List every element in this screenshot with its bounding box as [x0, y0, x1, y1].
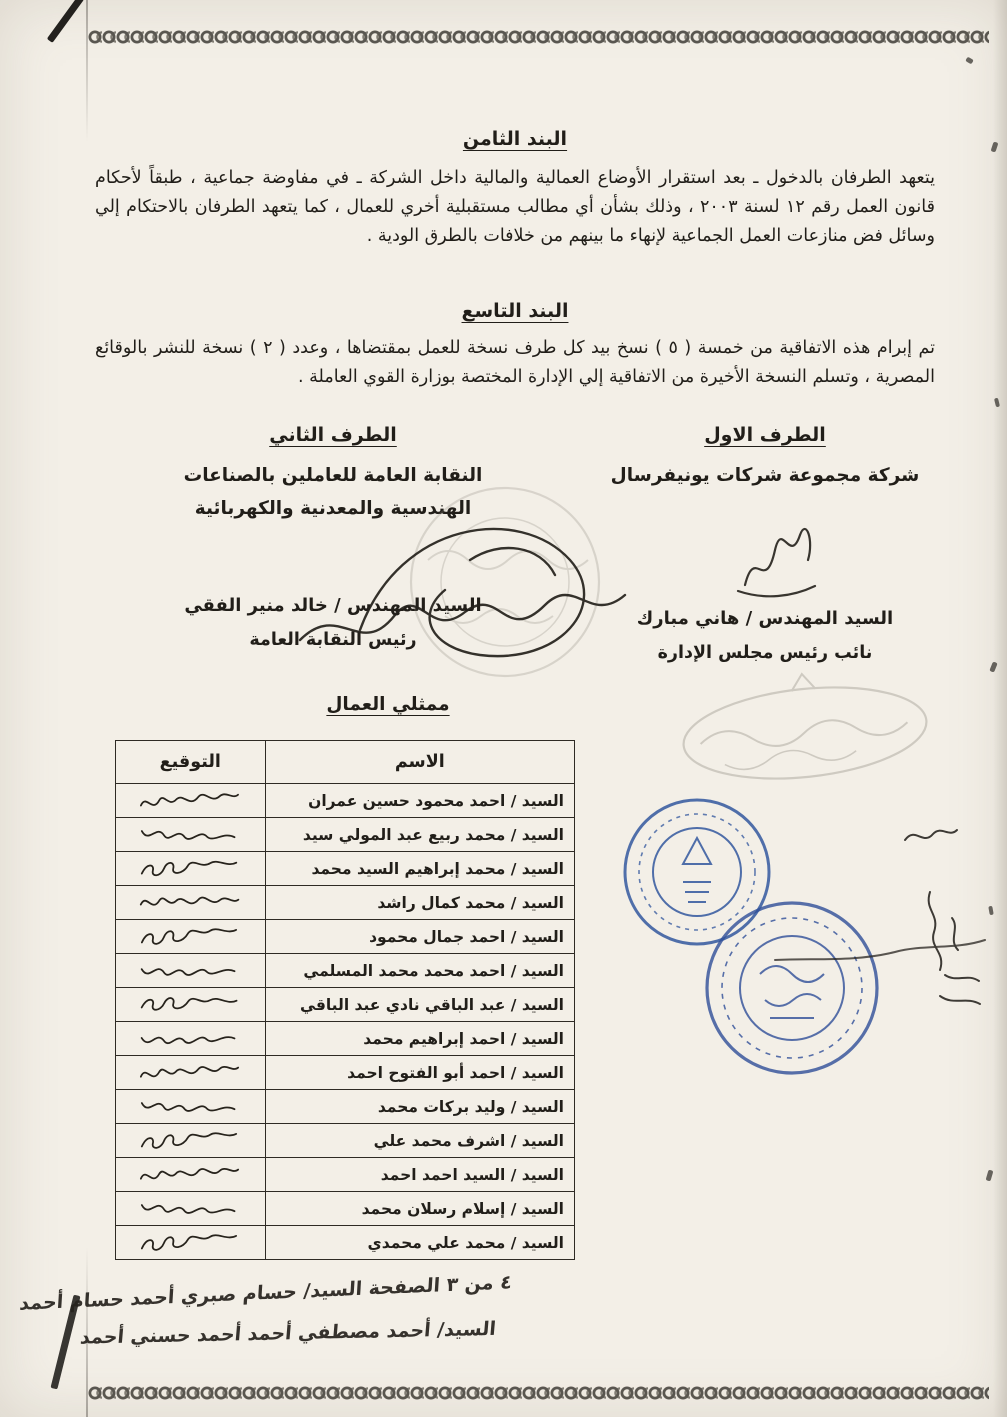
- table-row: [116, 818, 575, 852]
- signature-scribble: [130, 1093, 251, 1122]
- table-row: [116, 954, 575, 988]
- scan-speck: [965, 57, 974, 65]
- rep-name: السيد / محمد كمال راشد: [265, 886, 574, 920]
- ornament-border-top: [88, 26, 989, 48]
- rep-name: السيد / محمد ربيع عبد المولي سيد: [265, 818, 574, 852]
- rep-name: السيد / احمد محمود حسين عمران: [265, 784, 574, 818]
- rep-name: السيد / احمد أبو الفتوح احمد: [265, 1056, 574, 1090]
- clause-eight-body: يتعهد الطرفان بالدخول ـ بعد استقرار الأوضاع العمالية والمالية داخل الشركة ـ في مفاوضة جماعية ، طبقاً لأحكام قانون العمل رقم ١٢ لسنة ٢٠٠٣ ، وذلك بشأن أي مطالب مستقبلية أخري للعمال ، كما يتعهد الطرفان بالاحتكام إلي وسائل فض منازعات العمل الجماعية لإنهاء ما بينهم من خلافات بالطرق الودية .: [95, 168, 935, 247]
- signature-scribble: [130, 957, 250, 985]
- rep-signature-cell: [116, 954, 266, 988]
- table-header-name: الاسم: [265, 741, 574, 784]
- first-party-title: الطرف الاول: [704, 424, 826, 446]
- table-row: [116, 1158, 575, 1192]
- representatives-table: [115, 740, 575, 1260]
- signature-scribble: [130, 1161, 250, 1189]
- second-party-organization-line1: النقابة العامة للعاملين بالصناعات: [183, 465, 483, 486]
- rep-name: السيد / السيد احمد احمد: [265, 1158, 574, 1192]
- table-row: [116, 920, 575, 954]
- rep-signature-cell: [116, 852, 266, 886]
- ornament-border-bottom: [88, 1382, 989, 1404]
- signature-scribble: [130, 1126, 251, 1156]
- rep-name: السيد / احمد محمد محمد المسلمي: [265, 954, 574, 988]
- table-row: [116, 1226, 575, 1260]
- table-row: [116, 1056, 575, 1090]
- table-row: [116, 1090, 575, 1124]
- signature-scribble: [130, 1024, 251, 1054]
- handwritten-footnote-line2: السيد/ أحمد مصطفي أحمد أحمد حسني أحمد: [79, 1317, 497, 1349]
- rep-name: السيد / إسلام رسلان محمد: [265, 1192, 574, 1226]
- rep-signature-cell: [116, 1158, 266, 1192]
- signature-scribble: [130, 821, 251, 850]
- rep-name: السيد / احمد إبراهيم محمد: [265, 1022, 574, 1056]
- signature-scribble: [130, 1228, 251, 1258]
- rep-name: السيد / وليد بركات محمد: [265, 1090, 574, 1124]
- second-party-role: رئيس النقابة العامة: [249, 629, 417, 650]
- faint-oval-stamp: [678, 662, 931, 790]
- rep-name: السيد / محمد علي محمدي: [265, 1226, 574, 1260]
- scan-crease-left: [86, 0, 88, 1417]
- rep-signature-cell: [116, 1192, 266, 1226]
- rep-name: السيد / اشرف محمد علي: [265, 1124, 574, 1158]
- rep-signature-cell: [116, 988, 266, 1022]
- clause-nine-title: البند التاسع: [461, 300, 569, 322]
- table-row: [116, 1192, 575, 1226]
- stamp-blue-lower: [707, 903, 877, 1073]
- margin-handwriting: [775, 830, 985, 1004]
- scan-edge-shadow-right: [993, 0, 1007, 1417]
- signature-scribble: [130, 991, 251, 1020]
- rep-name: السيد / احمد جمال محمود: [265, 920, 574, 954]
- second-party-signatory: السيد المهندس / خالد منير الفقي: [184, 594, 482, 616]
- rep-name: السيد / عبد الباقي نادي عبد الباقي: [265, 988, 574, 1022]
- table-row: [116, 1124, 575, 1158]
- rep-signature-cell: [116, 1022, 266, 1056]
- signature-scribble: [130, 922, 251, 952]
- table-row: [116, 852, 575, 886]
- table-row: [116, 886, 575, 920]
- rep-signature-cell: [116, 784, 266, 818]
- signature-scribble: [130, 1059, 250, 1087]
- first-party-organization: شركة مجموعة شركات يونيفرسال: [610, 465, 920, 486]
- second-party-block: [118, 424, 548, 650]
- second-party-title: الطرف الثاني: [269, 424, 397, 446]
- first-party-signatory: السيد المهندس / هاني مبارك: [636, 607, 894, 629]
- rep-name: السيد / محمد إبراهيم السيد محمد: [265, 852, 574, 886]
- handwritten-footnote-line1: ٤ من ٣ الصفحة السيد/ حسام صبري أحمد حسام أحمد: [18, 1271, 513, 1315]
- signature-scribble: [130, 889, 251, 918]
- rep-signature-cell: [116, 818, 266, 852]
- rep-signature-cell: [116, 1090, 266, 1124]
- signature-scribble: [130, 1195, 251, 1224]
- table-header-row: [116, 741, 575, 784]
- rep-signature-cell: [116, 920, 266, 954]
- table-header-signature: التوقيع: [116, 741, 266, 784]
- stamp-blue-upper: [625, 800, 769, 944]
- rep-signature-cell: [116, 1124, 266, 1158]
- second-party-organization-line2: الهندسية والمعدنية والكهربائية: [194, 497, 472, 519]
- table-row: [116, 988, 575, 1022]
- signature-scribble: [130, 855, 250, 883]
- scan-artifact-top-left: [47, 0, 84, 43]
- representatives-title: ممثلي العمال: [326, 694, 450, 715]
- rep-signature-cell: [116, 886, 266, 920]
- first-party-role: نائب رئيس مجلس الإدارة: [657, 642, 873, 663]
- rep-signature-cell: [116, 1226, 266, 1260]
- first-party-block: [595, 424, 935, 663]
- clause-eight-title: البند الثامن: [462, 128, 568, 150]
- table-row: [116, 1022, 575, 1056]
- signature-scribble: [130, 786, 251, 816]
- clause-nine-body: تم إبرام هذه الاتفاقية من خمسة ( ٥ ) نسخ بيد كل طرف نسخة للعمل بمقتضاها ، وعدد ( ٢ ) نسخة للنشر بالوقائع المصرية ، وتسلم النسخة الأخيرة من الاتفاقية إلي الإدارة المختصة بوزارة القوي العاملة .: [95, 338, 935, 388]
- rep-signature-cell: [116, 1056, 266, 1090]
- table-row: [116, 784, 575, 818]
